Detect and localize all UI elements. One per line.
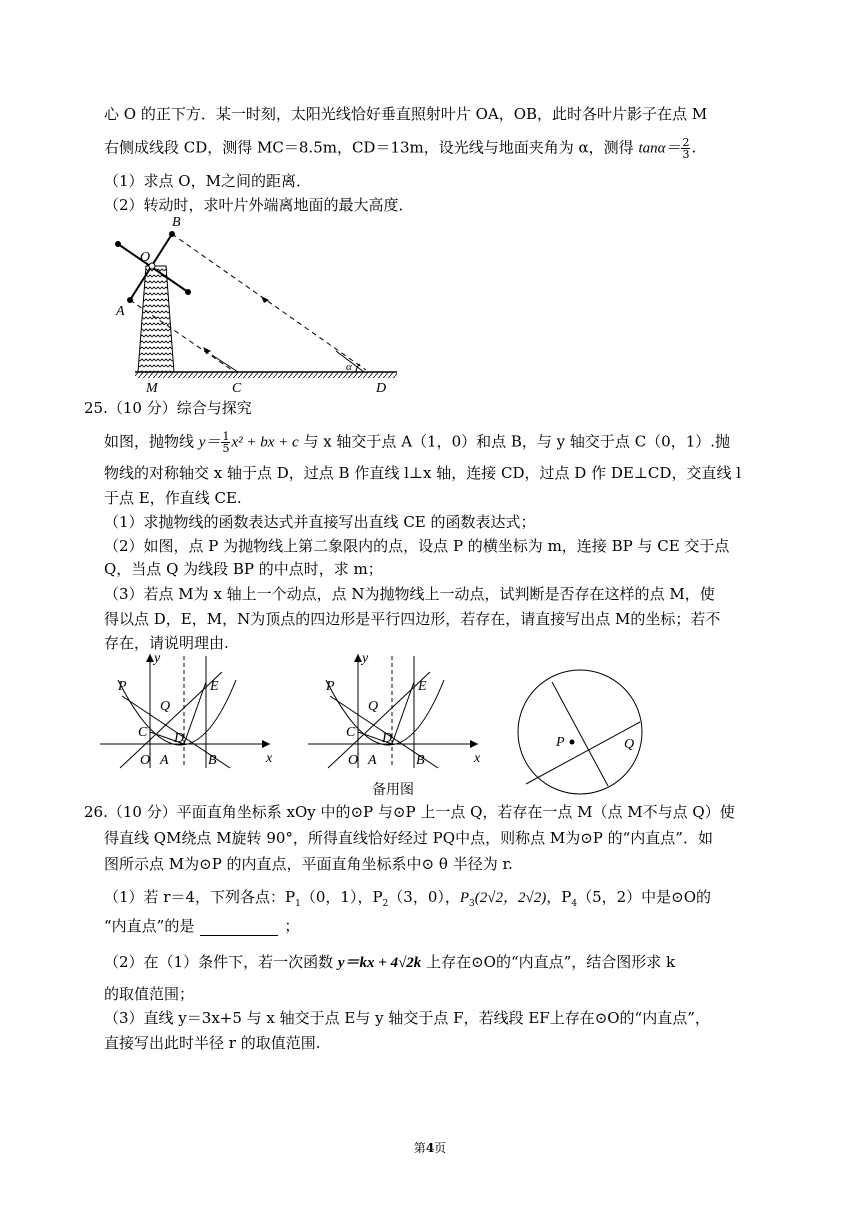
label-p: P: [556, 735, 565, 750]
x-axis-arrow: [262, 740, 270, 748]
q26-answer-end: ；: [284, 917, 300, 935]
q24-line-1: 心 O 的正下方．某一时刻，太阳光线恰好垂直照射叶片 OA，OB，此时各叶片影子在点 M: [104, 105, 708, 123]
label-d: D: [382, 731, 393, 746]
label-c: C: [232, 381, 242, 396]
label-m: M: [146, 381, 158, 396]
tower: [138, 266, 174, 372]
label-q: Q: [368, 699, 379, 714]
page-number: 4: [425, 1141, 435, 1155]
label-y: y: [362, 651, 369, 666]
segment-de: [392, 682, 414, 744]
circle-figure: [512, 660, 662, 800]
label-b: B: [208, 753, 217, 768]
label-d: D: [376, 381, 387, 396]
label-q: Q: [160, 699, 171, 714]
q25-line-2: 物线的对称轴交 x 轴于点 D，过点 B 作直线 l⊥x 轴，连接 CD，过点 D 作 DE⊥CD，交直线 l: [104, 464, 742, 482]
q26-s1-text: （0，1），P: [300, 888, 383, 906]
q24-fraction-num: 2: [682, 136, 690, 149]
q25-fraction: [221, 431, 230, 454]
arrow-head: [261, 296, 269, 303]
label-q: Q: [624, 737, 635, 752]
q26-s1-text: （5，2）中是⊙O的: [577, 888, 712, 906]
label-a: A: [368, 753, 377, 768]
q26-line-2: 得直线 QM绕点 M旋转 90°，所得直线恰好经过 PQ中点，则称点 M为⊙P 的“内直点”．如: [104, 829, 713, 847]
q24-period: .: [691, 138, 697, 157]
q26-s1-text: ，P: [546, 888, 572, 906]
label-alpha: α: [346, 361, 352, 373]
q24-tan-formula: tanα＝: [638, 140, 681, 157]
page-footer: [0, 1139, 860, 1156]
q25-line-1-text: 如图，抛物线: [104, 432, 199, 451]
line-qm: [526, 722, 640, 784]
q26-sub-3a: （3）直线 y＝3x+5 与 x 轴交于点 E与 y 轴交于点 F，若线段 EF上存在⊙O的“内直点”，: [104, 1009, 710, 1027]
label-e: E: [210, 679, 219, 694]
label-b: B: [416, 753, 425, 768]
y-axis-arrow: [146, 654, 154, 662]
q25-line-1: [104, 431, 730, 454]
q25-formula-y: y＝: [198, 434, 221, 451]
label-o: O: [140, 753, 151, 768]
shadow-c: [212, 355, 238, 372]
sub-2: 2: [382, 899, 389, 909]
line-ce: [120, 672, 222, 768]
label-c: C: [346, 725, 356, 740]
q25-fraction-num: 1: [222, 430, 230, 443]
q25-sub-3b: 得以点 D，E，M，N为顶点的四边形是平行四边形，若存在，请直接写出点 M的坐标；若不: [104, 610, 721, 628]
q24-sub-1: （1）求点 O，M之间的距离．: [104, 172, 311, 190]
footer-pre: 第: [413, 1141, 426, 1155]
label-x: x: [266, 751, 273, 766]
ray-b: [172, 234, 366, 370]
x-axis-arrow: [470, 740, 478, 748]
label-p: P: [118, 679, 127, 694]
sub-4: 4: [571, 899, 578, 909]
q25-line-3: 于点 E，作直线 CE.: [104, 489, 242, 507]
arrow-head: [203, 347, 211, 354]
q26-s2-text: 上存在⊙O的“内直点”，结合图形求 k: [421, 953, 676, 971]
label-o: O: [348, 753, 359, 768]
q26-sub-2b: 的取值范围；: [104, 985, 195, 1003]
sub-1: 1: [295, 899, 301, 909]
q24-line-2: [104, 137, 696, 160]
q26-sub-1-answer: [104, 916, 299, 936]
windmill-figure: [100, 214, 400, 394]
q25-sub-3c: 存在，请说明理由.: [104, 634, 229, 652]
label-c: C: [138, 725, 148, 740]
q25-sub-1: （1）求抛物线的函数表达式并直接写出直线 CE 的函数表达式；: [104, 513, 536, 531]
q25-sub-2a: （2）如图，点 P 为抛物线上第二象限内的点，设点 P 的横坐标为 m，连接 BP 与 CE 交于点: [104, 537, 730, 555]
footer-post: 页: [434, 1141, 447, 1155]
q26-p3: P: [459, 890, 470, 906]
label-p: P: [326, 679, 335, 694]
q24-sub-2: （2）转动时，求叶片外端离地面的最大高度．: [104, 196, 414, 214]
label-x: x: [474, 751, 481, 766]
line-rotated: [552, 682, 608, 786]
y-axis-arrow: [354, 654, 362, 662]
blade-end-dot: [185, 289, 191, 295]
label-a: A: [160, 753, 169, 768]
blade-end-dot: [115, 241, 121, 247]
line-ce: [328, 672, 430, 768]
q26-p3-coords: (2√2，2√2): [474, 890, 547, 906]
parabola-figure-main: [100, 650, 280, 780]
q25-fraction-den: 5: [222, 442, 230, 455]
backup-figure-caption: 备用图: [372, 782, 414, 798]
label-b: B: [172, 215, 181, 230]
q25-title: 25.（10 分）综合与探究: [84, 399, 252, 417]
label-e: E: [418, 679, 427, 694]
parabola-figure-backup: [308, 650, 488, 780]
q26-s1-text: （1）若 r＝4，下列各点：P: [104, 888, 296, 906]
label-a: A: [116, 304, 125, 319]
circle-p: [518, 670, 642, 794]
q26-sub-2: [104, 952, 675, 973]
label-o: O: [140, 250, 151, 265]
q26-s2-text: （2）在（1）条件下，若一次函数: [104, 953, 338, 971]
ground-hatch: [135, 372, 397, 378]
q26-answer-prompt: “内直点”的是: [104, 917, 195, 935]
center-dot: [570, 740, 575, 745]
sub-3: 3: [469, 899, 475, 909]
q25-formula-rest: x² + bx + c: [231, 434, 299, 451]
q25-sub-2b: Q，当点 Q 为线段 BP 的中点时，求 m；: [104, 560, 383, 578]
q25-sub-3a: （3）若点 M为 x 轴上一个动点，点 N为抛物线上一动点，试判断是否存在这样的点 M，使: [104, 585, 715, 603]
q26-sub-1: [104, 887, 711, 914]
label-y: y: [154, 651, 161, 666]
label-d: D: [174, 731, 185, 746]
q26-line-1: 26.（10 分）平面直角坐标系 xOy 中的⊙P 与⊙P 上一点 Q，若存在一点 M（点 M不与点 Q）使: [84, 803, 735, 821]
q25-line-1-end: 与 x 轴交于点 A（1，0）和点 B，与 y 轴交于点 C（0，1）.抛: [298, 432, 731, 451]
q24-fraction-den: 3: [682, 148, 690, 161]
q24-fraction: [681, 137, 690, 160]
q26-linear-function: y＝kx + 4√2k: [337, 955, 422, 971]
segment-de: [184, 682, 206, 744]
answer-blank[interactable]: [200, 921, 278, 936]
q26-line-3: 图所示点 M为⊙P 的内直点，平面直角坐标系中⊙ θ 半径为 r.: [104, 855, 513, 873]
q26-sub-3b: 直接写出此时半径 r 的取值范围.: [104, 1034, 321, 1052]
q24-line-2-text: 右侧成线段 CD，测得 MC＝8.5m，CD＝13m，设光线与地面夹角为 α，测得: [104, 138, 639, 157]
q26-s1-text: （3，0），: [388, 888, 460, 906]
